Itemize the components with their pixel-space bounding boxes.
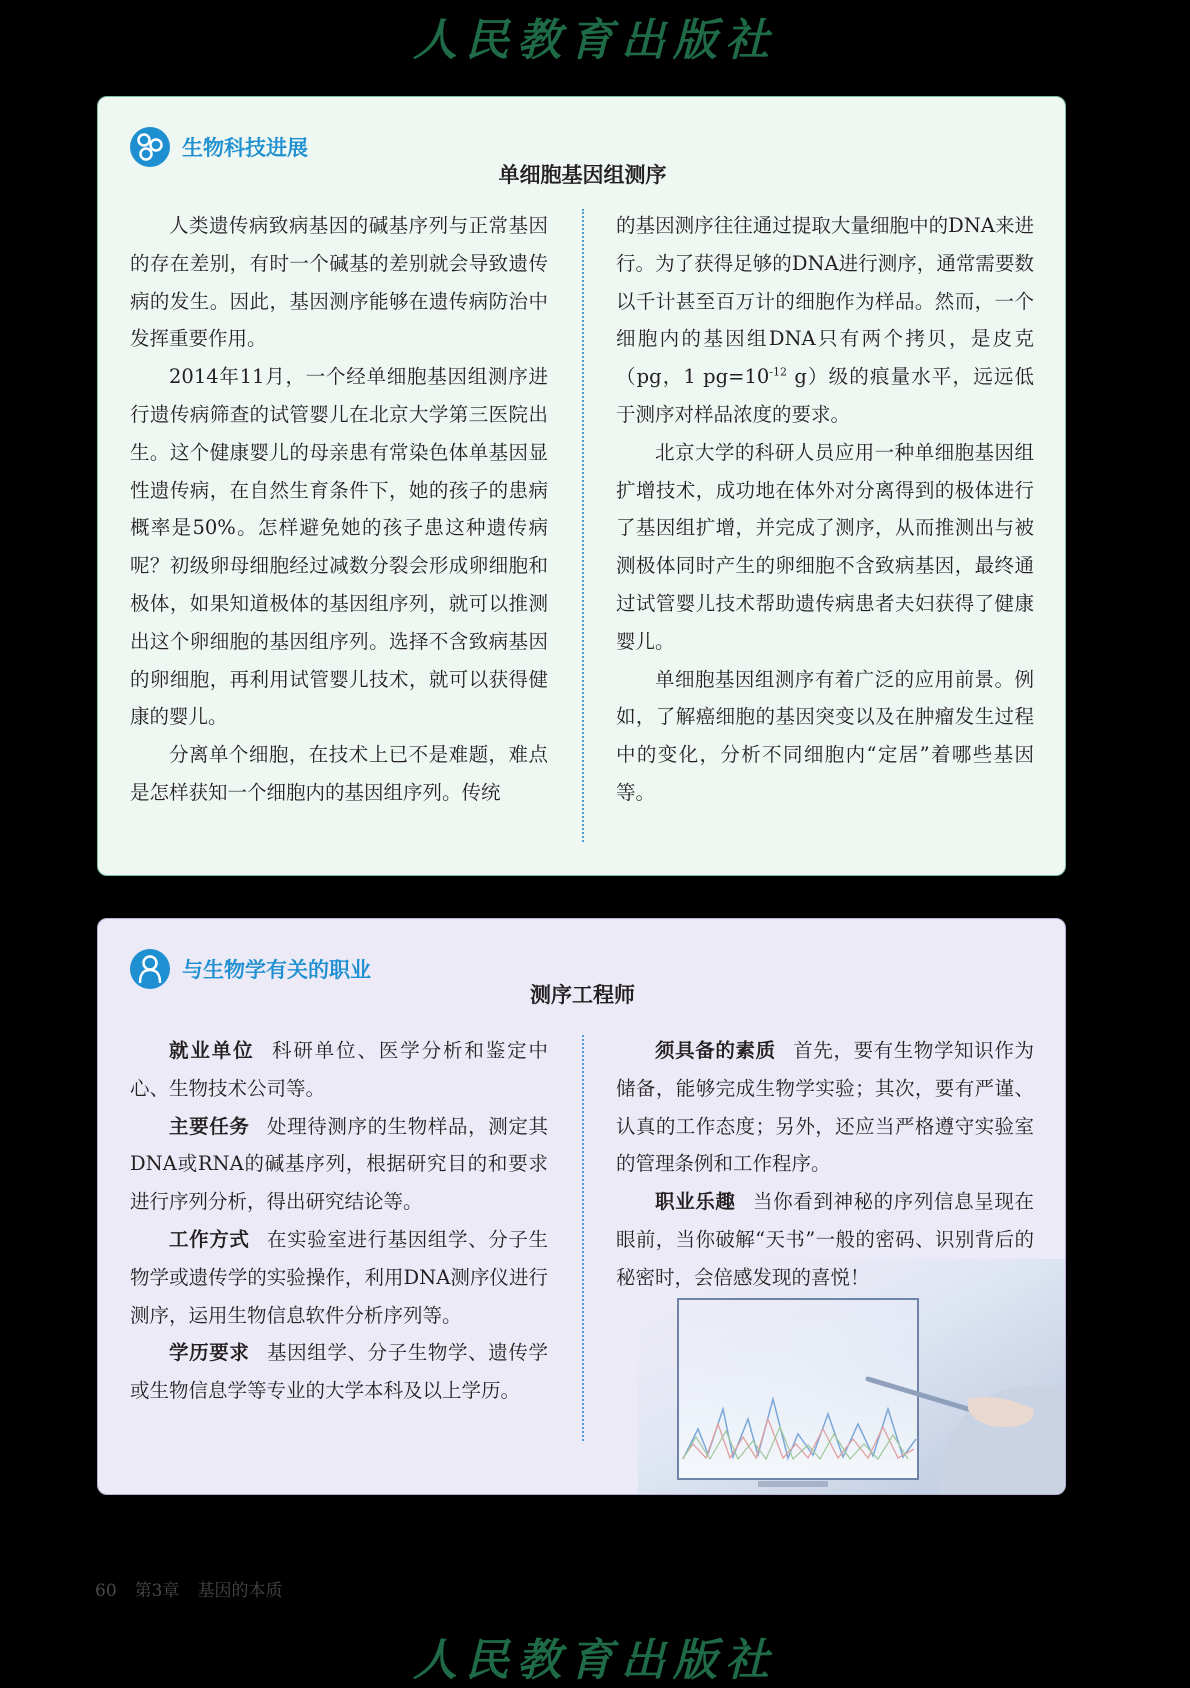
item-term: 学历要求 [169, 1341, 250, 1365]
paragraph: 人类遗传病致病基因的碱基序列与正常基因的存在差别，有时一个碱基的差别就会导致遗传病的发生。因此，基因测序能够在遗传病防治中发挥重要作用。 [130, 214, 548, 351]
career-item [616, 1032, 1034, 1183]
item-term: 工作方式 [169, 1227, 250, 1251]
item-term: 须具备的素质 [655, 1039, 776, 1062]
left-column [130, 1032, 548, 1410]
right-column [616, 1032, 1034, 1297]
paragraph: 2014年11月，一个经单细胞基因组测序进行遗传病筛查的试管婴儿在北京大学第三医院出生。这个健康婴儿的母亲患有常染色体单基因显性遗传病，在自然生育条件下，她的孩子的患病概率是50%。怎样避免她的孩子患这种遗传病呢？初级卵母细胞经过减数分裂会形成卵细胞和极体，如果知道极体的基因组序列，就可以推测出这个卵细胞的基因组序列。选择不含致病基因的卵细胞，再利用试管婴儿技术，就可以获得健康的婴儿。 [130, 365, 548, 729]
item-text: 当你看到神秘的序列信息呈现在眼前，当你破解“天书”一般的密码、识别背后的秘密时，会倍感发现的喜悦！ [616, 1190, 1034, 1289]
exponent: -12 [769, 365, 788, 379]
item-text: 基因组学、分子生物学、遗传学或生物信息学等专业的大学本科及以上学历。 [130, 1341, 548, 1403]
page-number: 60 [95, 1581, 117, 1601]
career-item [130, 1108, 548, 1221]
paragraph: 北京大学的科研人员应用一种单细胞基因组扩增技术，成功地在体外对分离得到的极体进行了基因组扩增，并完成了测序，从而推测出与被测极体同时产生的卵细胞不含致病基因，最终通过试管婴儿技术帮助遗传病患者夫妇获得了健康婴儿。 [616, 440, 1034, 653]
item-text: 处理待测序的生物样品，测定其DNA或RNA的碱基序列，根据研究目的和要求进行序列分析，得出研究结论等。 [130, 1114, 548, 1214]
panel-title: 测序工程师 [530, 983, 635, 1007]
career-item [130, 1334, 548, 1410]
item-term: 职业乐趣 [655, 1190, 736, 1214]
career-item [616, 1183, 1034, 1296]
section-label: 与生物学有关的职业 [182, 958, 371, 982]
column-divider [582, 1035, 584, 1441]
biotech-progress-panel [97, 96, 1066, 876]
publisher-watermark-bottom: 人民教育出版社 [413, 1635, 777, 1686]
chapter-title: 基因的本质 [197, 1581, 283, 1601]
item-term: 就业单位 [169, 1039, 255, 1062]
paragraph: 分离单个细胞，在技术上已不是难题，难点是怎样获知一个细胞内的基因组序列。传统 [130, 743, 548, 804]
section-label: 生物科技进展 [182, 136, 308, 160]
item-term: 主要任务 [169, 1114, 250, 1138]
career-panel [97, 918, 1066, 1495]
page-footer [95, 1576, 282, 1601]
career-item [130, 1032, 548, 1108]
paragraph-text: 的基因测序往往通过提取大量细胞中的DNA来进行。为了获得足够的DNA进行测序，通常需要数以千计甚至百万计的细胞作为样品。然而，一个细胞内的基因组DNA只有两个拷贝，是皮克（pg，1 pg=10 [616, 214, 1034, 389]
item-text: 首先，要有生物学知识作为储备，能够完成生物学实验；其次，要有严谨、认真的工作态度；另外，还应当严格遵守实验室的管理条例和工作程序。 [616, 1039, 1034, 1176]
career-item [130, 1221, 548, 1334]
left-column [130, 207, 548, 812]
item-text: 在实验室进行基因组学、分子生物学或遗传学的实验操作，利用DNA测序仪进行测序，运用生物信息软件分析序列等。 [130, 1227, 548, 1327]
right-column [616, 207, 1034, 812]
item-text: 科研单位、医学分析和鉴定中心、生物技术公司等。 [130, 1039, 548, 1100]
publisher-watermark-top: 人民教育出版社 [413, 15, 777, 66]
paragraph [616, 207, 1034, 434]
column-divider [582, 209, 584, 842]
panel-title: 单细胞基因组测序 [498, 163, 667, 187]
paragraph: 单细胞基因组测序有着广泛的应用前景。例如，了解癌细胞的基因突变以及在肿瘤发生过程中的变化，分析不同细胞内“定居”着哪些基因等。 [616, 667, 1034, 804]
paragraph-text: g）级的痕量水平，远远低于测序对样品浓度的要求。 [616, 365, 1034, 426]
chapter-number: 第3章 [134, 1581, 180, 1601]
